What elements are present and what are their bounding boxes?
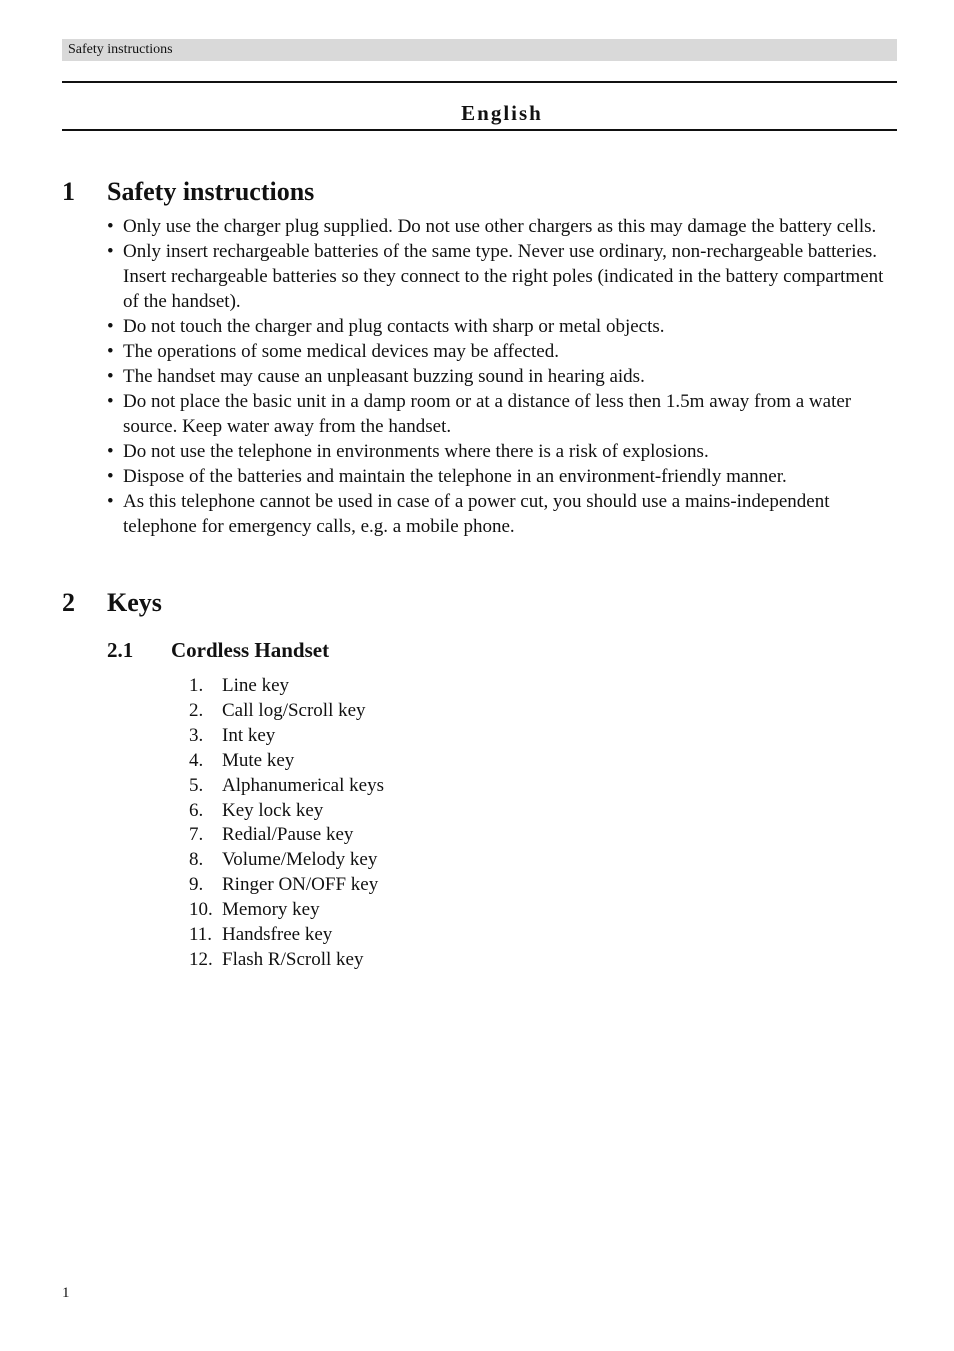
item-number: 7.: [189, 824, 204, 846]
running-header: Safety instructions: [62, 39, 897, 61]
list-item: [189, 823, 384, 848]
section-number: 1: [62, 177, 75, 206]
item-label: Int key: [222, 724, 276, 746]
list-item: [189, 749, 384, 774]
list-item: [189, 848, 384, 873]
bullet-item: • Dispose of the batteries and maintain the telephone in an environment-friendly manner.: [107, 464, 899, 489]
item-label: Flash R/Scroll key: [222, 948, 364, 970]
item-number: 3.: [189, 724, 204, 746]
item-number: 10.: [189, 899, 213, 921]
item-number: 4.: [189, 749, 204, 771]
bullet-item: • Only use the charger plug supplied. Do not use other chargers as this may damage the battery cells.: [107, 214, 899, 239]
item-number: 11.: [189, 924, 213, 946]
keys-list: [189, 674, 384, 973]
subsection-heading-cordless-handset: [107, 636, 329, 664]
bottom-rule: [62, 129, 897, 131]
item-number: 6.: [189, 799, 204, 821]
page-number: 1: [62, 1285, 70, 1301]
item-label: Alphanumerical keys: [222, 774, 384, 796]
section-number: 2: [62, 588, 75, 617]
bullet-item: • Do not touch the charger and plug contacts with sharp or metal objects.: [107, 314, 899, 339]
list-item: [189, 873, 384, 898]
item-label: Handsfree key: [222, 924, 333, 946]
item-label: Memory key: [222, 899, 320, 921]
list-item: [189, 799, 384, 824]
item-label: Line key: [222, 675, 290, 696]
item-label: Mute key: [222, 749, 295, 771]
subsection-title: Cordless Handset: [171, 638, 330, 662]
bullet-item: • Do not place the basic unit in a damp room or at a distance of less then 1.5m away from a water source. Keep water away from the handset.: [107, 389, 899, 439]
list-item: [189, 923, 384, 948]
item-label: Call log/Scroll key: [222, 699, 366, 721]
list-item: [189, 724, 384, 749]
item-number: 1.: [189, 675, 204, 696]
language-label: English: [461, 101, 543, 125]
safety-bullet-list: [107, 214, 899, 539]
bullet-item: • Do not use the telephone in environments where there is a risk of explosions.: [107, 439, 899, 464]
item-number: 2.: [189, 699, 204, 721]
section-title: Keys: [107, 588, 162, 617]
item-label: Volume/Melody key: [222, 849, 378, 871]
list-item: [189, 948, 384, 973]
list-item: [189, 774, 384, 799]
section-heading-safety: [62, 175, 314, 209]
item-label: Key lock key: [222, 799, 324, 821]
bullet-item: • The operations of some medical devices may be affected.: [107, 339, 899, 364]
item-number: 8.: [189, 849, 204, 871]
item-number: 12.: [189, 948, 213, 970]
item-number: 5.: [189, 774, 204, 796]
section-heading-keys: [62, 586, 162, 620]
bullet-item: • The handset may cause an unpleasant buzzing sound in hearing aids.: [107, 364, 899, 389]
item-number: 9.: [189, 874, 204, 896]
section-title: Safety instructions: [107, 177, 315, 206]
list-item: [189, 674, 384, 699]
item-label: Ringer ON/OFF key: [222, 874, 379, 896]
bullet-item: • As this telephone cannot be used in case of a power cut, you should use a mains-independent telephone for emergency calls, e.g. a mobile phone.: [107, 489, 899, 539]
bullet-item: • Only insert rechargeable batteries of the same type. Never use ordinary, non-rechargeable batteries. Insert rechargeable batteries so they connect to the right poles (indicated in the battery compartment of the handset).: [107, 239, 899, 314]
item-label: Redial/Pause key: [222, 824, 354, 846]
subsection-number: 2.1: [107, 638, 134, 662]
list-item: [189, 898, 384, 923]
top-rule: [62, 81, 897, 83]
list-item: [189, 699, 384, 724]
